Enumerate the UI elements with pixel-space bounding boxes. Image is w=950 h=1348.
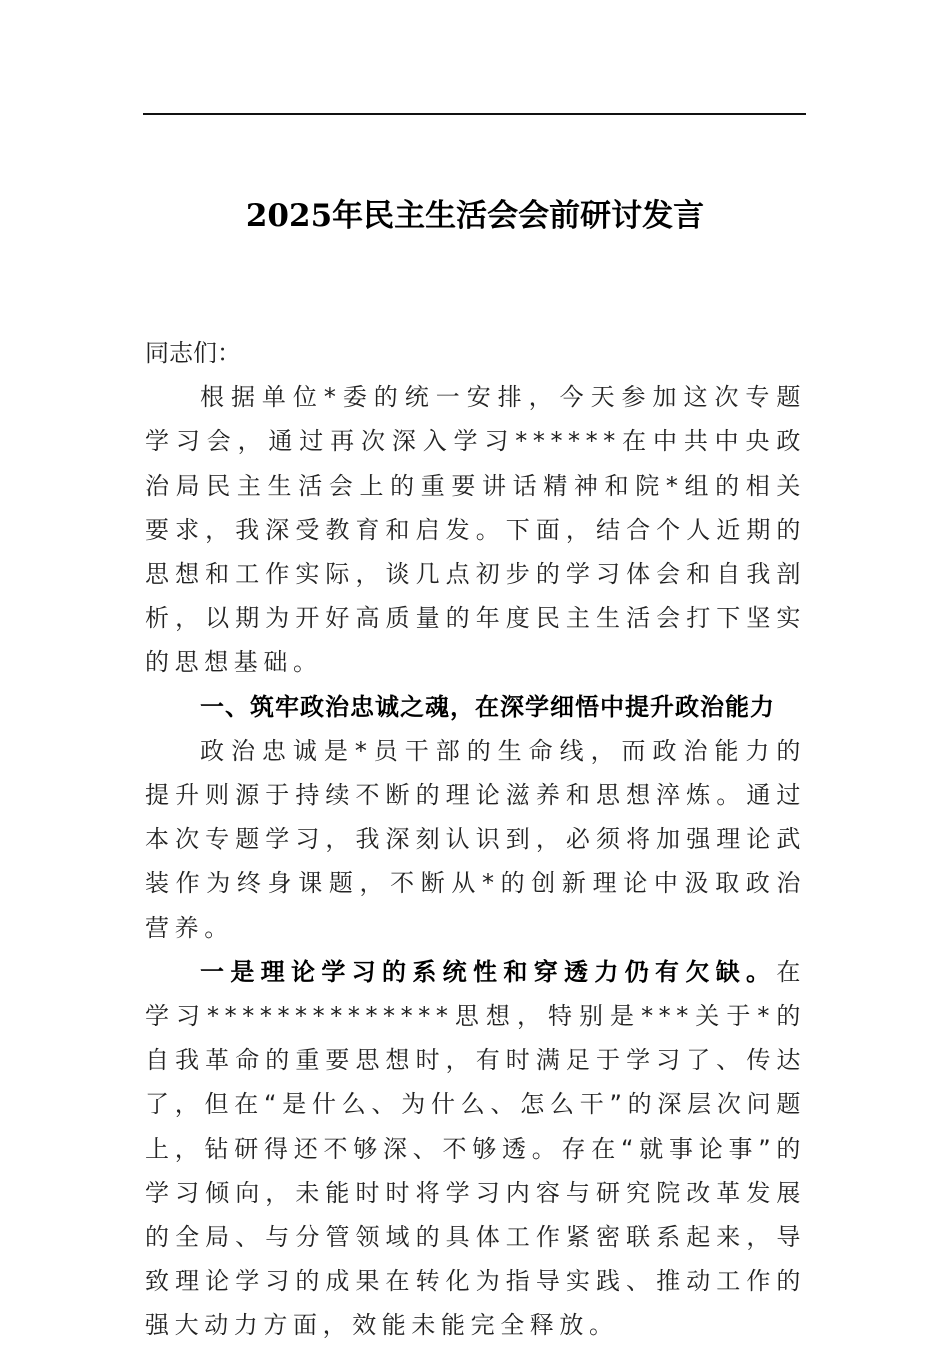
section-1-paragraph: 政治忠诚是*员干部的生命线，而政治能力的提升则源于持续不断的理论滋养和思想淬炼。通过本次专题学习，我深刻认识到，必须将加强理论武装作为终身课题，不断从*的创新理论中汲取政治营养。 (145, 736, 806, 942)
point-1-body-text: 在学习**************思想，特别是***关于*的自我革命的重要思想时，有时满足于学习了、传达了，但在“是什么、为什么、怎么干”的深层次问题上，钻研得还不够深、不够透。存在“就事论事”的学习倾向，未能时时将学习内容与研究院改革发展的全局、与分管领域的具体工作紧密联系起来，导致理论学习的成果在转化为指导实践、推动工作的强大动力方面，效能未能完全释放。 (145, 957, 806, 1340)
intro-paragraph: 根据单位*委的统一安排，今天参加这次专题学习会，通过再次深入学习******在中共中央政治局民主生活会上的重要讲话精神和院*组的相关要求，我深受教育和启发。下面，结合个人近期的思想和工作实际，谈几点初步的学习体会和自我剖析，以期为开好高质量的年度民主生活会打下坚实的思想基础。 (145, 383, 806, 677)
document-title: 2025年民主生活会会前研讨发言 (245, 198, 705, 234)
header-rule-divider (143, 113, 806, 115)
point-1-paragraph (145, 950, 806, 1348)
section-heading-1: 一、筑牢政治忠诚之魂，在深学细悟中提升政治能力 (200, 692, 775, 721)
point-1-lead-sentence: 一是理论学习的系统性和穿透力仍有欠缺。 (200, 957, 777, 986)
document-body (145, 331, 806, 1348)
salutation: 同志们： (145, 339, 241, 367)
